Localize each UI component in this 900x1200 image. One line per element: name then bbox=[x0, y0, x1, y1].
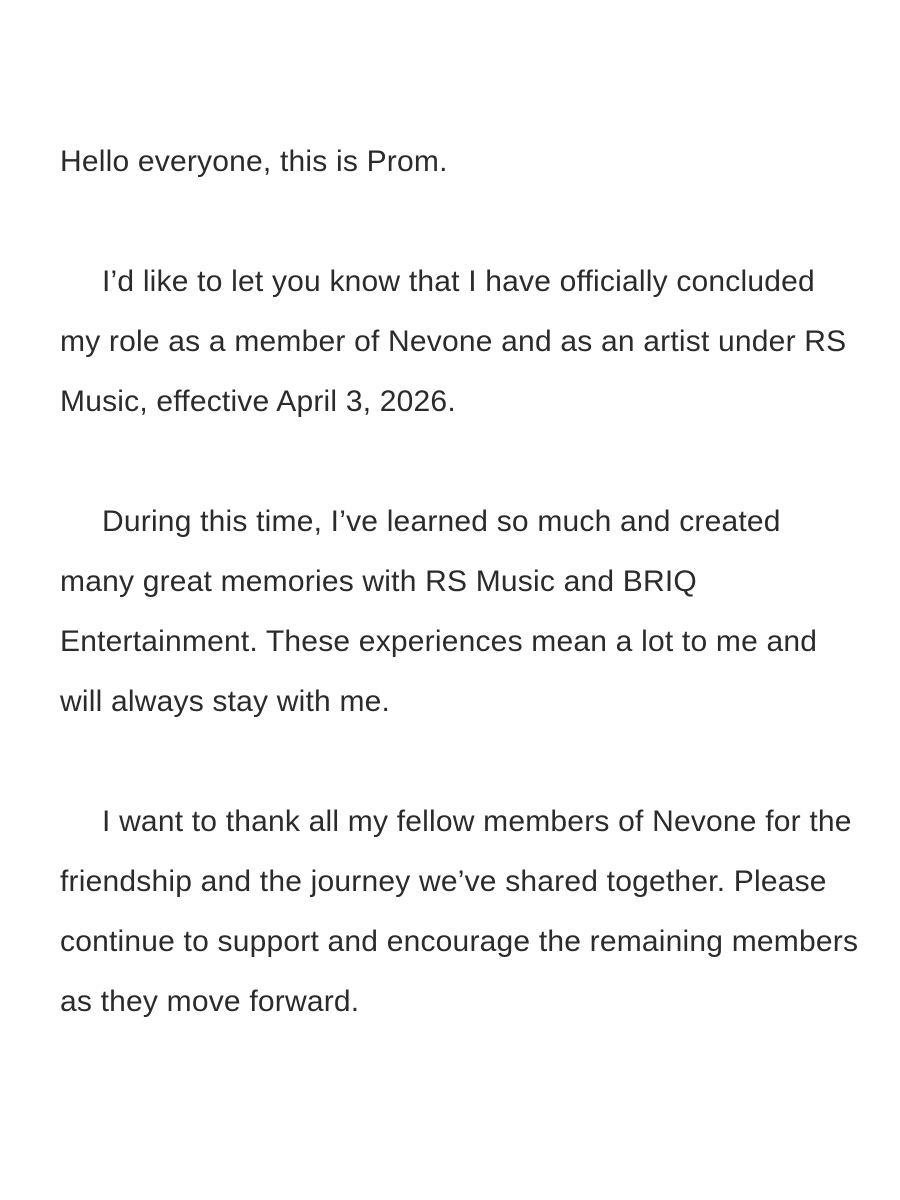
memories-paragraph: During this time, I’ve learned so much and created many great memories with RS Music and BRIQ Entertainment. These experiences mean a lot to me and will always stay with me. bbox=[60, 505, 818, 718]
thanks-paragraph: I want to thank all my fellow members of Nevone for the friendship and the journey we’ve shared together. Please continue to support and encourage the remaining members as they move forward. bbox=[60, 805, 859, 1018]
announcement-paragraph: I’d like to let you know that I have officially concluded my role as a member of Nevone and as an artist under RS Music, effective April 3, 2026. bbox=[60, 265, 847, 418]
greeting-paragraph: Hello everyone, this is Prom. bbox=[60, 145, 448, 178]
note-body bbox=[60, 132, 860, 1032]
